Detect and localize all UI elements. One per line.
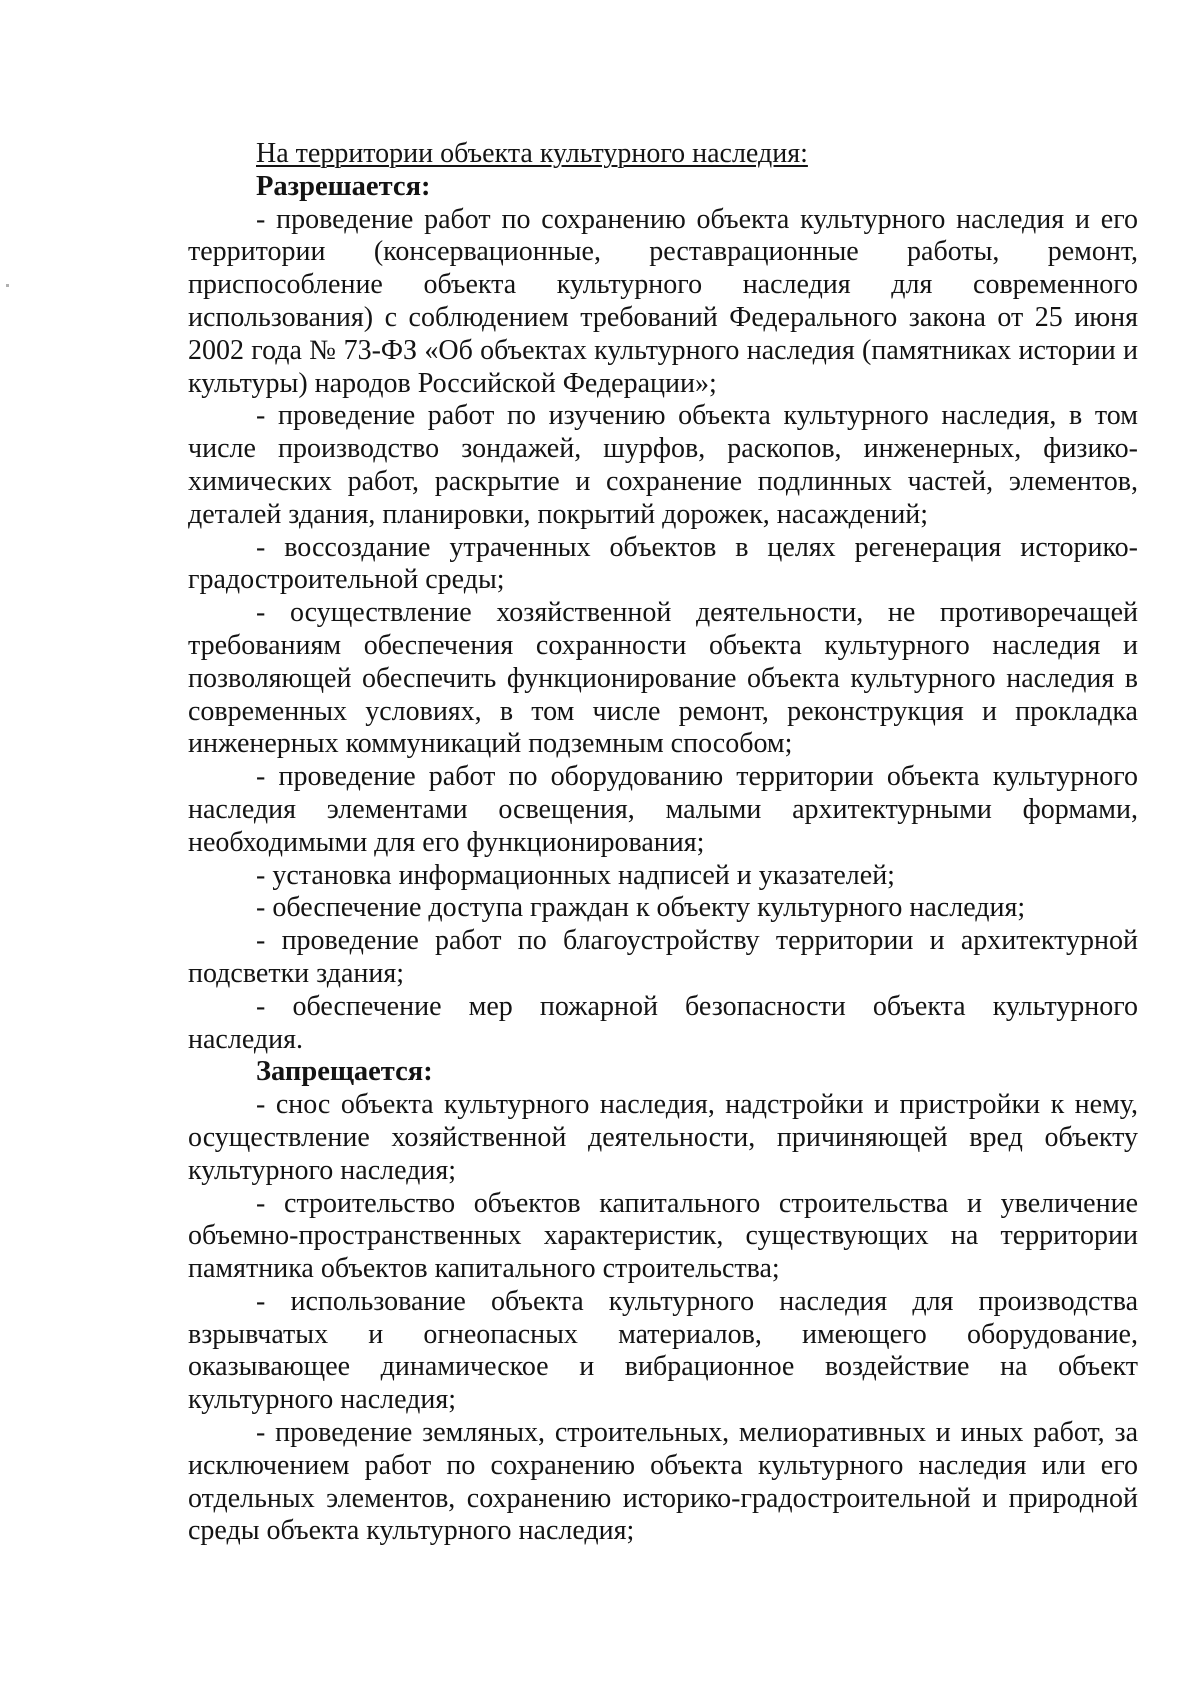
forbidden-item: - использование объекта культурного наследия для производства взрывчатых и огнеопасных материалов, имеющего оборудование, оказывающее динамическое и вибрационное воздействие на объект культурного наследия; xyxy=(188,1285,1138,1416)
allowed-heading: Разрешается: xyxy=(256,170,431,202)
allowed-item: - проведение работ по благоустройству территории и архитектурной подсветки здания; xyxy=(188,925,1138,989)
allowed-item: - установка информационных надписей и указателей; xyxy=(256,859,895,891)
allowed-item: - проведение работ по изучению объекта культурного наследия, в том числе производство зондажей, шурфов, раскопов, инженерных, физико-химических работ, раскрытие и сохранение подлинных частей, элементов, деталей здания, планировки, покрытий дорожек, насаждений; xyxy=(188,400,1138,530)
allowed-list xyxy=(188,204,1138,1057)
document-page xyxy=(188,138,1138,1548)
allowed-item: - обеспечение доступа граждан к объекту культурного наследия; xyxy=(256,892,1026,924)
forbidden-item: - строительство объектов капитального строительства и увеличение объемно-пространственных характеристик, существующих на территории памятника объектов капитального строительства; xyxy=(188,1187,1138,1285)
intro-text: На территории объекта культурного наследия: xyxy=(256,138,808,169)
forbidden-list xyxy=(188,1089,1138,1548)
forbidden-item: - снос объекта культурного наследия, надстройки и пристройки к нему, осуществление хозяйственной деятельности, причиняющей вред объекту культурного наследия; xyxy=(188,1089,1138,1186)
forbidden-heading: Запрещается: xyxy=(256,1056,433,1088)
allowed-item: - проведение работ по оборудованию территории объекта культурного наследия элементами освещения, малыми архитектурными формами, необходимыми для его функционирования; xyxy=(188,761,1138,858)
intro-line xyxy=(188,138,1138,171)
allowed-item: - осуществление хозяйственной деятельности, не противоречащей требованиям обеспечения сохранности объекта культурного наследия и позволяющей обеспечить функционирование объекта культурного наследия в современных условиях, в том числе ремонт, реконструкция и прокладка инженерных коммуникаций подземным способом; xyxy=(188,597,1138,760)
allowed-item: - проведение работ по сохранению объекта культурного наследия и его территории (консервационные, реставрационные работы, ремонт, приспособление объекта культурного наследия для современного использования) с соблюдением требований Федерального закона от 25 июня 2002 года № 73-ФЗ «Об объектах культурного наследия (памятниках истории и культуры) народов Российской Федерации»; xyxy=(188,203,1138,399)
allowed-item: - воссоздание утраченных объектов в целях регенерация историко-градостроительной среды; xyxy=(188,531,1138,596)
forbidden-item: - проведение земляных, строительных, мелиоративных и иных работ, за исключением работ по сохранению объекта культурного наследия или его отдельных элементов, сохранению историко-градостроительной и природной среды объекта культурного наследия; xyxy=(188,1417,1138,1547)
allowed-item: - обеспечение мер пожарной безопасности объекта культурного наследия. xyxy=(188,990,1138,1055)
scan-speck xyxy=(6,284,9,287)
